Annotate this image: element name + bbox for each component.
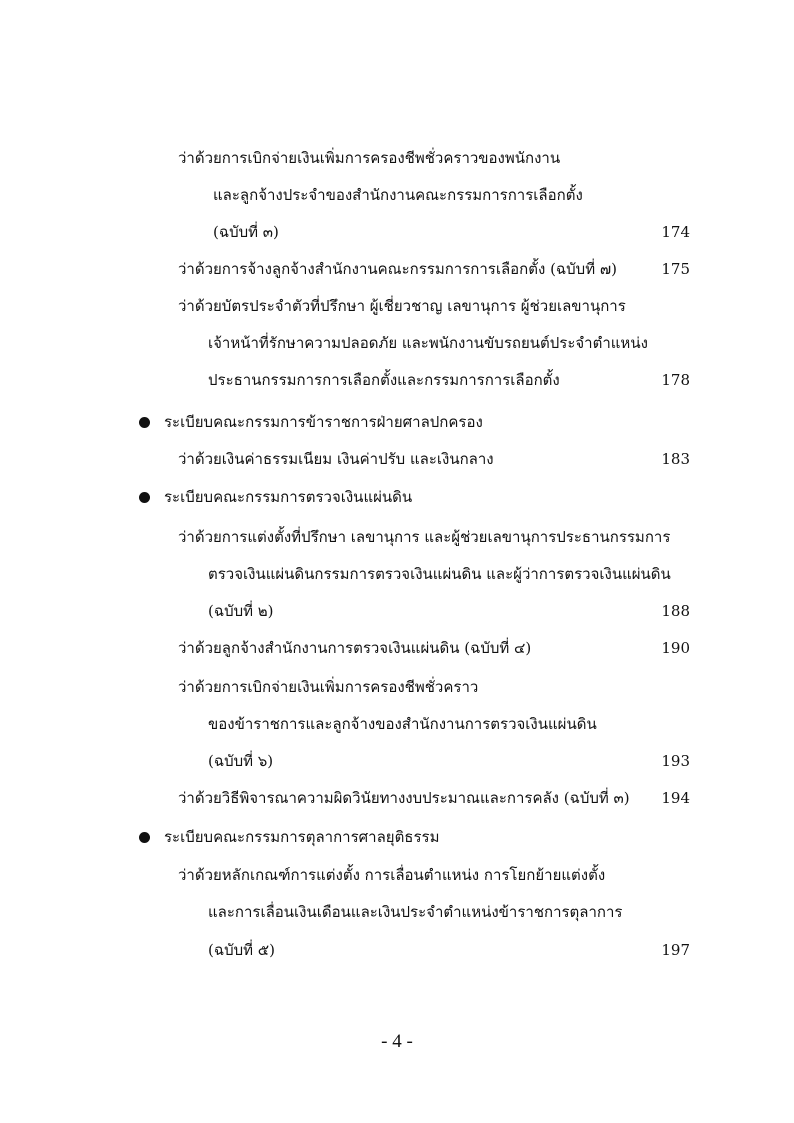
toc-entry-text: เจ้าหน้าที่รักษาความปลอดภัย และพนักงานขับรถยนต์ประจำตำแหน่ง <box>208 334 648 352</box>
toc-entry-text: ว่าด้วยวิธีพิจารณาความผิดวินัยทางงบประมาณและการคลัง (ฉบับที่ ๓) <box>178 789 630 807</box>
toc-entry-text: ว่าด้วยเงินค่าธรรมเนียม เงินค่าปรับ และเงินกลาง <box>178 450 494 468</box>
toc-entry-text: ว่าด้วยบัตรประจำตัวที่ปรึกษา ผู้เชี่ยวชาญ เลขานุการ ผู้ช่วยเลขานุการ <box>178 297 626 315</box>
toc-entry-text: ว่าด้วยการเบิกจ่ายเงินเพิ่มการครองชีพชั่วคราวของพนักงาน <box>178 149 561 167</box>
toc-entry-text: ตรวจเงินแผ่นดินกรรมการตรวจเงินแผ่นดิน และผู้ว่าการตรวจเงินแผ่นดิน <box>208 565 671 583</box>
toc-entry-text: (ฉบับที่ ๓) <box>213 223 279 241</box>
toc-entry-text: และการเลื่อนเงินเดือนและเงินประจำตำแหน่งข้าราชการตุลาการ <box>208 903 623 921</box>
section-bullet <box>139 417 150 428</box>
toc-entry-text: (ฉบับที่ ๒) <box>208 602 274 620</box>
toc-page-number: 174 <box>661 223 690 241</box>
toc-entry-text: (ฉบับที่ ๕) <box>208 941 275 959</box>
toc-entry-text: ว่าด้วยการแต่งตั้งที่ปรึกษา เลขานุการ และผู้ช่วยเลขานุการประธานกรรมการ <box>178 528 671 546</box>
toc-entry-text: (ฉบับที่ ๖) <box>208 752 274 770</box>
toc-page-number: 190 <box>661 639 690 657</box>
toc-page-number: 175 <box>661 260 690 278</box>
section-bullet <box>139 492 150 503</box>
toc-page-number: 197 <box>661 941 690 959</box>
section-bullet <box>139 832 150 843</box>
toc-entry-text: ว่าด้วยลูกจ้างสำนักงานการตรวจเงินแผ่นดิน (ฉบับที่ ๔) <box>178 639 532 657</box>
section-heading: ระเบียบคณะกรรมการตรวจเงินแผ่นดิน <box>164 488 413 506</box>
toc-entry-text: ว่าด้วยหลักเกณฑ์การแต่งตั้ง การเลื่อนตำแหน่ง การโยกย้ายแต่งตั้ง <box>178 866 606 884</box>
section-heading: ระเบียบคณะกรรมการตุลาการศาลยุติธรรม <box>164 828 440 846</box>
toc-entry-text: ว่าด้วยการจ้างลูกจ้างสำนักงานคณะกรรมการการเลือกตั้ง (ฉบับที่ ๗) <box>178 260 617 278</box>
toc-entry-text: ว่าด้วยการเบิกจ่ายเงินเพิ่มการครองชีพชั่วคราว <box>178 678 479 696</box>
toc-entry-text: ของข้าราชการและลูกจ้างของสำนักงานการตรวจเงินแผ่นดิน <box>208 715 597 733</box>
toc-page-number: 194 <box>661 789 690 807</box>
toc-entry-text: ประธานกรรมการการเลือกตั้งและกรรมการการเลือกตั้ง <box>208 371 560 389</box>
toc-page-number: 193 <box>661 752 690 770</box>
toc-entry-text: และลูกจ้างประจำของสำนักงานคณะกรรมการการเลือกตั้ง <box>213 186 583 204</box>
section-heading: ระเบียบคณะกรรมการข้าราชการฝ่ายศาลปกครอง <box>164 413 483 431</box>
toc-page-number: 188 <box>661 602 690 620</box>
toc-page-number: 183 <box>661 450 690 468</box>
page-footer-number: - 4 - <box>381 1031 413 1052</box>
toc-page-number: 178 <box>661 371 690 389</box>
